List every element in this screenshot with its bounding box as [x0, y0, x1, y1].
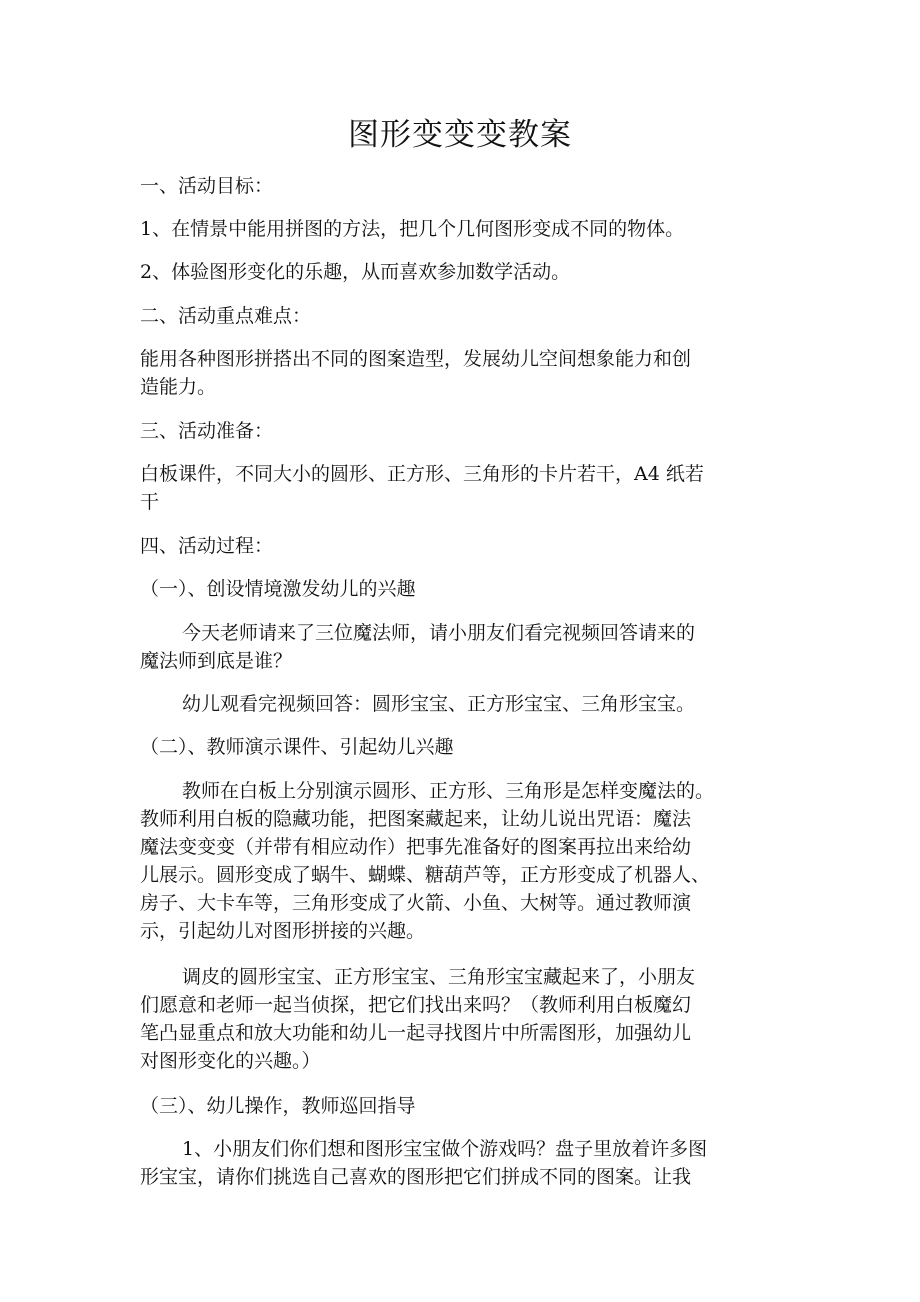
- goal-item-1: 1、在情景中能用拼图的方法，把几个几何图形变成不同的物体。: [140, 218, 685, 240]
- step2-line: 教师在白板上分别演示圆形、正方形、三角形是怎样变魔法的。: [182, 780, 715, 802]
- preparation-heading: 三、活动准备：: [140, 420, 274, 442]
- step1-paragraph-2: 幼儿观看完视频回答：圆形宝宝、正方形宝宝、三角形宝宝。: [182, 693, 696, 715]
- step2-line: 儿展示。圆形变成了蜗牛、蝴蝶、糖葫芦等，正方形变成了机器人、: [140, 864, 711, 886]
- step1-line: 魔法师到底是谁？: [140, 650, 293, 672]
- step3-line: 1、小朋友们你们想和图形宝宝做个游戏吗？盘子里放着许多图: [182, 1138, 708, 1160]
- step2-paragraph-1: [140, 777, 790, 945]
- step1-line: 今天老师请来了三位魔法师，请小朋友们看完视频回答请来的: [182, 622, 696, 644]
- process-heading: 四、活动过程：: [140, 535, 274, 557]
- key-points-line: 能用各种图形拼搭出不同的图案造型，发展幼儿空间想象能力和创: [140, 348, 692, 370]
- step2-heading: （二）、教师演示课件、引起幼儿兴趣: [140, 736, 454, 758]
- step2-line: 笔凸显重点和放大功能和幼儿一起寻找图片中所需图形，加强幼儿: [140, 1022, 692, 1044]
- step2-line: 房子、大卡车等，三角形变成了火箭、小鱼、大树等。通过教师演: [140, 892, 692, 914]
- goal-heading: 一、活动目标：: [140, 175, 274, 197]
- step2-line: 调皮的圆形宝宝、正方形宝宝、三角形宝宝藏起来了，小朋友: [182, 966, 696, 988]
- preparation-line: 干: [140, 491, 160, 513]
- step3-heading: （三）、幼儿操作，教师巡回指导: [140, 1095, 416, 1117]
- key-points-line: 造能力。: [140, 376, 217, 398]
- document-title: 图形变变变教案: [348, 117, 572, 153]
- step2-line: 魔法变变变（并带有相应动作）把事先准备好的图案再拉出来给幼: [140, 836, 692, 858]
- step2-line: 对图形变化的兴趣。）: [140, 1050, 321, 1072]
- key-points-heading: 二、活动重点难点：: [140, 305, 312, 327]
- step3-paragraph-1: [140, 1135, 790, 1191]
- step3-line: 形宝宝，请你们挑选自己喜欢的图形把它们拼成不同的图案。让我: [140, 1166, 692, 1188]
- key-points-paragraph: [140, 345, 790, 401]
- preparation-paragraph: [140, 460, 790, 516]
- step2-paragraph-2: [140, 963, 790, 1075]
- step2-line: 们愿意和老师一起当侦探，把它们找出来吗？（教师利用白板魔幻: [140, 994, 692, 1016]
- step2-line: 示，引起幼儿对图形拼接的兴趣。: [140, 920, 426, 942]
- step2-line: 教师利用白板的隐藏功能，把图案藏起来，让幼儿说出咒语：魔法: [140, 808, 692, 830]
- step1-heading: （一）、创设情境激发幼儿的兴趣: [140, 578, 416, 600]
- preparation-line: 白板课件，不同大小的圆形、正方形、三角形的卡片若干，A4 纸若: [140, 463, 704, 485]
- step1-paragraph-1: [140, 619, 790, 675]
- goal-item-2: 2、体验图形变化的乐趣，从而喜欢参加数学活动。: [140, 261, 571, 283]
